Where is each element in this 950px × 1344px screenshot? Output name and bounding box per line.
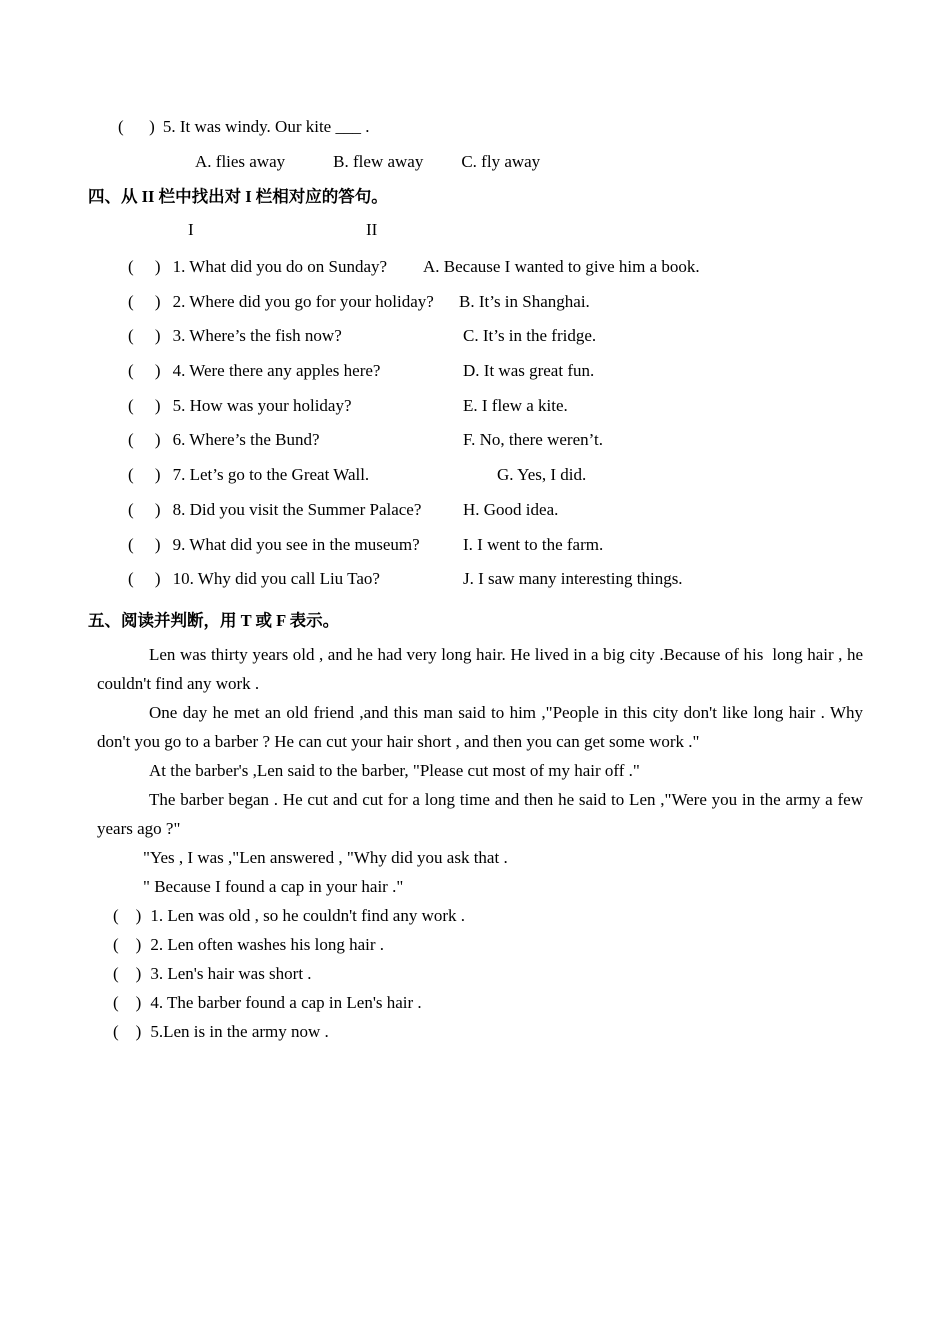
match-question: 6. Where’s the Bund? <box>172 430 320 450</box>
passage-paragraph: "Yes , I was ,"Len answered , "Why did you ask that . <box>143 847 508 867</box>
matching-column-header <box>88 220 950 242</box>
match-question: 7. Let’s go to the Great Wall. <box>172 465 370 485</box>
tf-item <box>113 959 950 988</box>
answer-bracket: ( ) <box>128 361 161 381</box>
tf-statement: 3. Len's hair was short . <box>150 963 312 983</box>
match-row <box>128 493 950 528</box>
answer-bracket: ( ) <box>113 1021 142 1041</box>
option-b: B. flew away <box>333 152 424 171</box>
match-answer: F. No, there weren’t. <box>463 430 603 450</box>
match-answer: E. I flew a kite. <box>463 395 568 415</box>
column-label-ii: II <box>366 220 378 239</box>
match-answer: C. It’s in the fridge. <box>463 326 597 346</box>
passage-paragraph: One day he met an old friend ,and this man said to him ,"People in this city don't like long hair . Why don't you go to a barber ? He can cut your hair short , and then you can get some work ." <box>97 702 863 751</box>
match-answer: J. I saw many interesting things. <box>463 569 683 589</box>
reading-passage <box>97 640 863 901</box>
match-row <box>128 458 950 493</box>
answer-bracket: ( ) <box>128 430 161 450</box>
match-row <box>128 389 950 424</box>
match-row <box>128 423 950 458</box>
tf-statement: 1. Len was old , so he couldn't find any work . <box>150 905 466 925</box>
tf-item <box>113 988 950 1017</box>
tf-item <box>113 1017 950 1046</box>
answer-bracket: ( ) <box>128 257 161 276</box>
answer-bracket: ( ) <box>128 465 161 485</box>
passage-paragraph: Len was thirty years old , and he had very long hair. He lived in a big city .Because of his long hair , he couldn't find any work . <box>97 644 863 693</box>
match-row <box>128 285 950 320</box>
answer-bracket: ( ) <box>128 326 161 346</box>
column-label-i: I <box>188 220 194 239</box>
match-question: 4. Were there any apples here? <box>172 361 381 381</box>
tf-statement: 5.Len is in the army now . <box>150 1021 329 1041</box>
answer-bracket: ( ) <box>128 291 161 311</box>
match-question: 3. Where’s the fish now? <box>172 326 342 346</box>
match-question: 1. What did you do on Sunday? <box>172 257 388 276</box>
match-answer: G. Yes, I did. <box>497 465 587 485</box>
tf-statement: 2. Len often washes his long hair . <box>150 934 385 954</box>
answer-bracket: ( ) <box>128 499 161 519</box>
matching-list <box>88 250 950 597</box>
answer-bracket: ( ) <box>128 534 161 554</box>
match-question: 2. Where did you go for your holiday? <box>172 291 434 311</box>
option-a: A. flies away <box>195 152 286 171</box>
match-answer: D. It was great fun. <box>463 361 595 381</box>
passage-paragraph: The barber began . He cut and cut for a long time and then he said to Len ,"Were you in the army a few years ago ?" <box>97 789 863 838</box>
match-row <box>128 528 950 563</box>
answer-bracket: ( ) <box>118 117 155 136</box>
answer-bracket: ( ) <box>113 963 142 983</box>
match-question: 8. Did you visit the Summer Palace? <box>172 499 422 519</box>
match-row <box>128 562 950 597</box>
tf-statement: 4. The barber found a cap in Len's hair . <box>150 992 422 1012</box>
answer-bracket: ( ) <box>128 569 161 589</box>
mc-question-5 <box>118 116 950 138</box>
match-answer: B. It’s in Shanghai. <box>459 291 590 311</box>
match-row <box>128 354 950 389</box>
match-answer: H. Good idea. <box>463 499 559 519</box>
mc-question-5-options <box>195 151 950 173</box>
answer-bracket: ( ) <box>113 905 142 925</box>
match-answer: A. Because I wanted to give him a book. <box>423 257 700 276</box>
section-5-heading: 五、阅读并判断，用 T 或 F 表示。 <box>88 610 340 630</box>
passage-paragraph: " Because I found a cap in your hair ." <box>143 876 404 896</box>
tf-item <box>113 930 950 959</box>
option-c: C. fly away <box>461 152 541 171</box>
match-row <box>128 319 950 354</box>
mc-question-5-text: 5. It was windy. Our kite ___ . <box>162 117 370 136</box>
section-4-heading: 四、从 II 栏中找出对 I 栏相对应的答句。 <box>88 187 388 206</box>
tf-item <box>113 901 950 930</box>
passage-paragraph: At the barber's ,Len said to the barber, "Please cut most of my hair off ." <box>149 760 640 780</box>
match-question: 10. Why did you call Liu Tao? <box>172 569 380 589</box>
answer-bracket: ( ) <box>113 992 142 1012</box>
true-false-list <box>113 901 950 1046</box>
match-answer: I. I went to the farm. <box>463 534 604 554</box>
answer-bracket: ( ) <box>128 395 161 415</box>
answer-bracket: ( ) <box>113 934 142 954</box>
match-question: 5. How was your holiday? <box>172 395 352 415</box>
match-row <box>128 250 950 285</box>
match-question: 9. What did you see in the museum? <box>172 534 420 554</box>
